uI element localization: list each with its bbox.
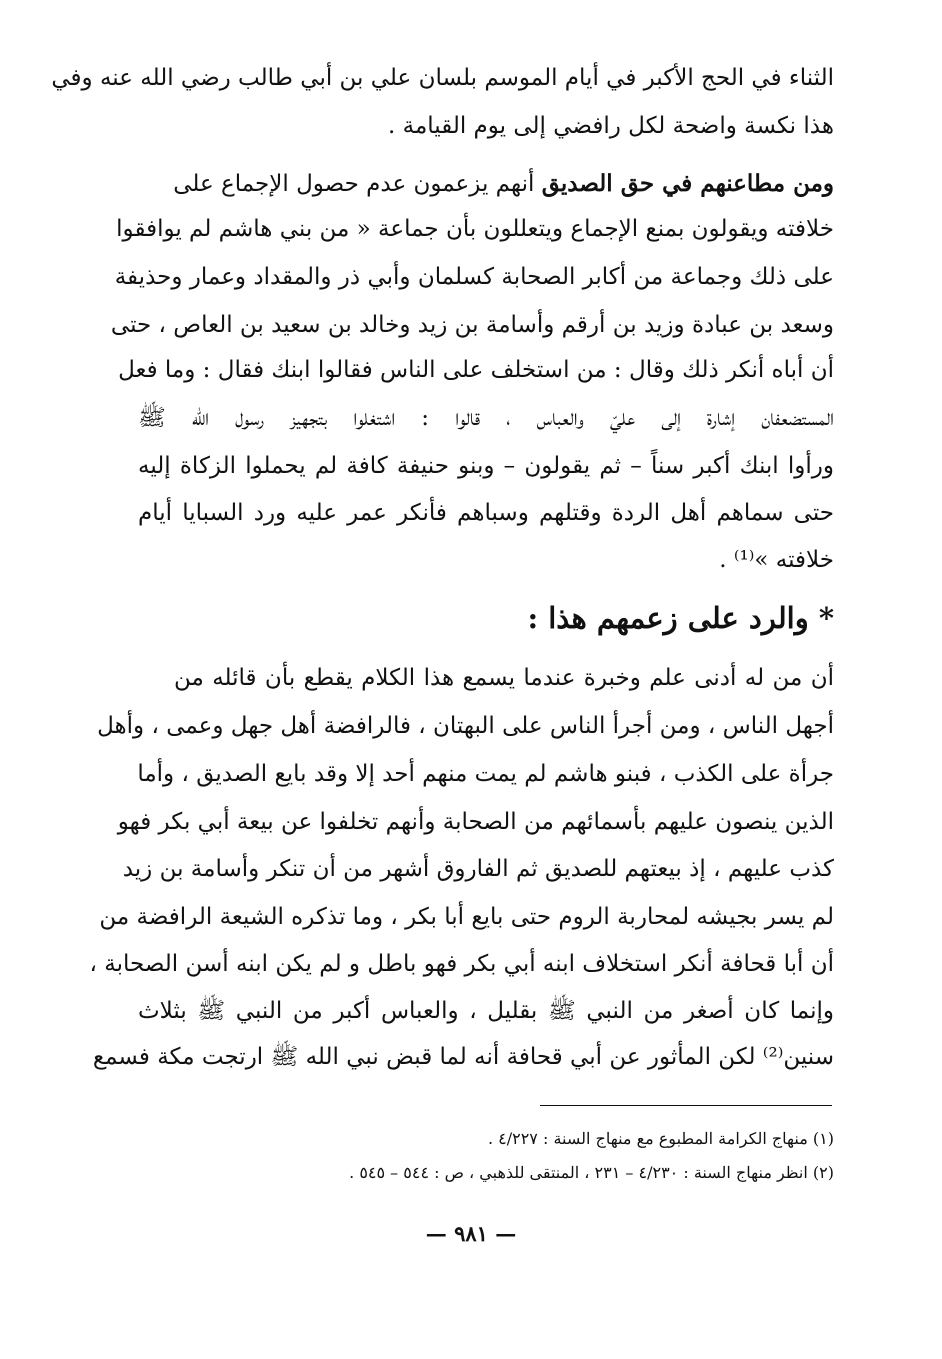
footnote-separator — [540, 1105, 832, 1106]
lead-rest: أنهم يزعمون عدم حصول الإجماع على — [173, 171, 535, 197]
text-line: أجهل الناس ، ومن أجرأ الناس على البهتان ، فالرافضة أهل جهل وعمى ، وأهل — [97, 713, 834, 739]
text-line: أن أباه أنكر ذلك وقال : من استخلف على الناس فقالوا ابنك فقال : وما فعل — [118, 357, 834, 383]
text-line: وإنما كان أصغر من النبي ﷺ بقليل ، والعباس أكبر من النبي ﷺ بثلاث — [138, 998, 834, 1024]
paragraph-lead-line — [174, 164, 834, 204]
text-line: خلافته ويقولون بمنع الإجماع ويتعللون بأن جماعة « من بني هاشم لم يوافقوا — [116, 216, 834, 242]
text-line: الذين ينصون عليهم بأسمائهم من الصحابة وأنهم تخلفوا عن بيعة أبي بكر فهو — [117, 809, 834, 835]
text-line: على ذلك وجماعة من أكابر الصحابة كسلمان وأبي ذر والمقداد وعمار وحذيفة — [114, 264, 834, 290]
text-line: كذب عليهم ، إذ بيعتهم للصديق ثم الفاروق أشهر من أن تنكر وأسامة بن زيد — [122, 856, 834, 882]
text-line: المستضعفان إشارة إلى عليّ والعباس ، قالوا : اشتغلوا بتجهيز رسول الله ﷺ — [138, 405, 834, 431]
footnote: (١) منهاج الكرامة المطبوع مع منهاج السنة : ٤/٢٢٧ . — [487, 1129, 834, 1148]
text-line: سنين⁽²⁾ لكن المأثور عن أبي قحافة أنه لما قبض نبي الله ﷺ ارتجت مكة فسمع — [92, 1044, 834, 1070]
page-number: — ٩٨١ — — [425, 1221, 517, 1246]
text-line: أن أبا قحافة أنكر استخلاف ابنه أبي بكر فهو باطل و لم يكن ابنه أسن الصحابة ، — [89, 951, 834, 977]
text-line: الثناء في الحج الأكبر في أيام الموسم بلسان علي بن أبي طالب رضي الله عنه وفي — [51, 65, 834, 91]
text-line: أن من له أدنى علم وخبرة عندما يسمع هذا الكلام يقطع بأن قائله من — [174, 665, 834, 691]
text-line: ورأوا ابنك أكبر سناً – ثم يقولون – وبنو حنيفة كافة لم يحملوا الزكاة إليه — [138, 453, 834, 479]
text-line: جرأة على الكذب ، فبنو هاشم لم يمت منهم أحد إلا وقد بايع الصديق ، وأما — [137, 761, 834, 787]
footnote: (٢) انظر منهاج السنة : ٤/٢٣٠ – ٢٣١ ، المنتقى للذهبي ، ص : ٥٤٤ – ٥٤٥ . — [349, 1163, 834, 1182]
bold-lead: ومن مطاعنهم في حق الصديق — [541, 170, 834, 197]
text-line: هذا نكسة واضحة لكل رافضي إلى يوم القيامة . — [387, 113, 834, 139]
text-line: حتى سماهم أهل الردة وقتلهم وسباهم فأنكر عمر عليه ورد السبايا أيام — [138, 500, 834, 526]
text-line: وسعد بن عبادة وزيد بن أرقم وأسامة بن زيد وخالد بن سعيد بن العاص ، حتى — [110, 312, 834, 338]
text-line: لم يسر بجيشه لمحاربة الروم حتى بايع أبا بكر ، وما تذكره الشيعة الرافضة من — [99, 904, 834, 930]
section-heading: * والرد على زعمهم هذا : — [527, 601, 834, 635]
text-line: خلافته »⁽¹⁾ . — [719, 547, 834, 573]
